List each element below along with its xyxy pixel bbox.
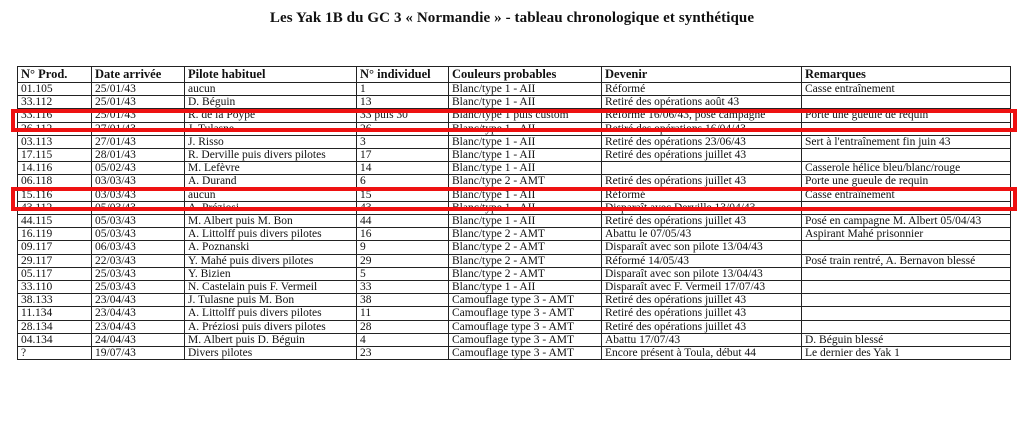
cell-col-number: 5 — [357, 267, 449, 280]
cell-col-date: 22/03/43 — [92, 254, 185, 267]
cell-col-pilot: Y. Bizien — [185, 267, 357, 280]
cell-col-colors: Blanc/type 2 - AMT — [449, 175, 602, 188]
cell-col-prod: 33.116 — [18, 109, 92, 122]
cell-col-number: 28 — [357, 320, 449, 333]
cell-col-pilot: aucun — [185, 83, 357, 96]
cell-col-prod: 43.112 — [18, 201, 92, 214]
cell-col-date: 03/03/43 — [92, 175, 185, 188]
cell-col-date: 23/04/43 — [92, 294, 185, 307]
header-row — [18, 67, 1011, 83]
cell-col-pilot: A. Littolff puis divers pilotes — [185, 228, 357, 241]
cell-col-fate: Disparaît avec son pilote 13/04/43 — [602, 267, 802, 280]
cell-col-date: 25/01/43 — [92, 109, 185, 122]
cell-col-pilot: M. Lefèvre — [185, 162, 357, 175]
table-row — [18, 347, 1011, 360]
cell-col-pilot: A. Littolff puis divers pilotes — [185, 307, 357, 320]
cell-col-remarks — [802, 320, 1011, 333]
cell-col-fate: Disparaît avec Derville 13/04/43 — [602, 201, 802, 214]
cell-col-fate: Retiré des opérations août 43 — [602, 96, 802, 109]
cell-col-remarks: Casse entraînement — [802, 83, 1011, 96]
table-header — [18, 67, 1011, 83]
table-row — [18, 109, 1011, 122]
cell-col-fate: Retiré des opérations juillet 43 — [602, 307, 802, 320]
cell-col-remarks: Posé en campagne M. Albert 05/04/43 — [802, 215, 1011, 228]
cell-col-fate: Encore présent à Toula, début 44 — [602, 347, 802, 360]
cell-col-date: 23/04/43 — [92, 307, 185, 320]
cell-col-date: 23/04/43 — [92, 320, 185, 333]
cell-col-prod: 44.115 — [18, 215, 92, 228]
cell-col-remarks: Le dernier des Yak 1 — [802, 347, 1011, 360]
table-row — [18, 122, 1011, 135]
cell-col-fate: Abattu le 07/05/43 — [602, 228, 802, 241]
cell-col-date: 25/03/43 — [92, 281, 185, 294]
cell-col-number: 23 — [357, 347, 449, 360]
cell-col-fate: Retiré des opérations juillet 43 — [602, 320, 802, 333]
cell-col-number: 14 — [357, 162, 449, 175]
table-row — [18, 241, 1011, 254]
cell-col-colors: Blanc/type 1 - AII — [449, 135, 602, 148]
cell-col-date: 25/03/43 — [92, 267, 185, 280]
table-row — [18, 320, 1011, 333]
cell-col-number: 6 — [357, 175, 449, 188]
cell-col-fate: Retiré des opérations juillet 43 — [602, 149, 802, 162]
cell-col-fate: Retiré des opérations juillet 43 — [602, 294, 802, 307]
cell-col-colors: Blanc/type 1 - AII — [449, 281, 602, 294]
cell-col-pilot: aucun — [185, 188, 357, 201]
cell-col-remarks: Casserole hélice bleu/blanc/rouge — [802, 162, 1011, 175]
cell-col-prod: 03.113 — [18, 135, 92, 148]
cell-col-colors: Camouflage type 3 - AMT — [449, 307, 602, 320]
cell-col-colors: Blanc/type 1 - AII — [449, 201, 602, 214]
table-row — [18, 281, 1011, 294]
cell-col-prod: 05.117 — [18, 267, 92, 280]
cell-col-pilot: R. de la Poype — [185, 109, 357, 122]
cell-col-colors: Blanc/type 1 - AII — [449, 96, 602, 109]
cell-col-fate: Retiré des opérations 16/04/43 — [602, 122, 802, 135]
cell-col-prod: 15.116 — [18, 188, 92, 201]
document-title: Les Yak 1B du GC 3 « Normandie » - tableau chronologique et synthétique — [269, 10, 755, 26]
cell-col-colors: Blanc/type 2 - AMT — [449, 241, 602, 254]
cell-col-number: 9 — [357, 241, 449, 254]
cell-col-colors: Blanc/type 1 - AII — [449, 215, 602, 228]
cell-col-date: 28/01/43 — [92, 149, 185, 162]
cell-col-date: 25/01/43 — [92, 83, 185, 96]
cell-col-number: 33 — [357, 281, 449, 294]
cell-col-colors: Blanc/type 1 - AII — [449, 149, 602, 162]
cell-col-number: 33 puis 30 — [357, 109, 449, 122]
cell-col-date: 05/02/43 — [92, 162, 185, 175]
table-row — [18, 135, 1011, 148]
cell-col-pilot: J. Tulasne puis M. Bon — [185, 294, 357, 307]
table-row — [18, 254, 1011, 267]
cell-col-date: 05/03/43 — [92, 215, 185, 228]
cell-col-remarks: Sert à l'entraînement fin juin 43 — [802, 135, 1011, 148]
cell-col-number: 15 — [357, 188, 449, 201]
cell-col-colors: Blanc/type 1 - AII — [449, 83, 602, 96]
cell-col-colors: Camouflage type 3 - AMT — [449, 333, 602, 346]
cell-col-fate: Réformé — [602, 83, 802, 96]
cell-col-pilot: J. Risso — [185, 135, 357, 148]
cell-col-remarks — [802, 241, 1011, 254]
cell-col-remarks — [802, 149, 1011, 162]
cell-col-pilot: M. Albert puis D. Béguin — [185, 333, 357, 346]
table-row — [18, 294, 1011, 307]
cell-col-date: 19/07/43 — [92, 347, 185, 360]
cell-col-number: 1 — [357, 83, 449, 96]
cell-col-pilot: A. Durand — [185, 175, 357, 188]
cell-col-number: 43 — [357, 201, 449, 214]
cell-col-colors: Blanc/type 2 - AMT — [449, 267, 602, 280]
cell-col-fate: Réformé 16/06/43, posé campagne — [602, 109, 802, 122]
table-row — [18, 201, 1011, 214]
cell-col-remarks — [802, 122, 1011, 135]
cell-col-remarks: Porte une gueule de requin — [802, 175, 1011, 188]
cell-col-number: 26 — [357, 122, 449, 135]
cell-col-remarks — [802, 307, 1011, 320]
cell-col-prod: 17.115 — [18, 149, 92, 162]
cell-col-prod: 14.116 — [18, 162, 92, 175]
cell-col-date: 25/01/43 — [92, 96, 185, 109]
cell-col-prod: 01.105 — [18, 83, 92, 96]
cell-col-date: 24/04/43 — [92, 333, 185, 346]
cell-col-number: 13 — [357, 96, 449, 109]
table-row — [18, 175, 1011, 188]
cell-col-number: 17 — [357, 149, 449, 162]
header-col-remarks: Remarques — [802, 67, 1011, 83]
cell-col-prod: 33.110 — [18, 281, 92, 294]
cell-col-prod: 09.117 — [18, 241, 92, 254]
cell-col-colors: Blanc/type 1 - AII — [449, 188, 602, 201]
cell-col-pilot: R. Derville puis divers pilotes — [185, 149, 357, 162]
cell-col-number: 44 — [357, 215, 449, 228]
cell-col-date: 05/03/43 — [92, 228, 185, 241]
table-body — [18, 83, 1011, 360]
cell-col-date: 27/01/43 — [92, 122, 185, 135]
table-row — [18, 215, 1011, 228]
cell-col-remarks — [802, 201, 1011, 214]
cell-col-date: 05/03/43 — [92, 201, 185, 214]
cell-col-number: 11 — [357, 307, 449, 320]
cell-col-prod: 16.119 — [18, 228, 92, 241]
cell-col-pilot: D. Béguin — [185, 96, 357, 109]
table-row — [18, 83, 1011, 96]
cell-col-number: 16 — [357, 228, 449, 241]
cell-col-fate: Abattu 17/07/43 — [602, 333, 802, 346]
cell-col-colors: Blanc/type 2 - AMT — [449, 254, 602, 267]
table-row — [18, 188, 1011, 201]
cell-col-prod: 29.117 — [18, 254, 92, 267]
header-col-fate: Devenir — [602, 67, 802, 83]
header-col-pilot: Pilote habituel — [185, 67, 357, 83]
cell-col-colors: Blanc/type 1 - AII — [449, 122, 602, 135]
cell-col-number: 4 — [357, 333, 449, 346]
cell-col-pilot: N. Castelain puis F. Vermeil — [185, 281, 357, 294]
cell-col-colors: Camouflage type 3 - AMT — [449, 294, 602, 307]
cell-col-date: 06/03/43 — [92, 241, 185, 254]
cell-col-number: 29 — [357, 254, 449, 267]
cell-col-fate: Disparaît avec F. Vermeil 17/07/43 — [602, 281, 802, 294]
aircraft-table — [17, 66, 1011, 360]
cell-col-prod: 26.112 — [18, 122, 92, 135]
cell-col-prod: 04.134 — [18, 333, 92, 346]
cell-col-prod: 38.133 — [18, 294, 92, 307]
cell-col-remarks — [802, 96, 1011, 109]
cell-col-remarks — [802, 267, 1011, 280]
cell-col-fate: Retiré des opérations juillet 43 — [602, 175, 802, 188]
table-row — [18, 149, 1011, 162]
cell-col-colors: Blanc/type 2 - AMT — [449, 228, 602, 241]
cell-col-pilot: A. Poznanski — [185, 241, 357, 254]
cell-col-remarks — [802, 281, 1011, 294]
cell-col-pilot: J. Tulasne — [185, 122, 357, 135]
cell-col-fate: Retiré des opérations juillet 43 — [602, 215, 802, 228]
table-row — [18, 333, 1011, 346]
cell-col-remarks: Posé train rentré, A. Bernavon blessé — [802, 254, 1011, 267]
table-row — [18, 162, 1011, 175]
cell-col-remarks: Casse entraînement — [802, 188, 1011, 201]
cell-col-fate — [602, 162, 802, 175]
cell-col-prod: ? — [18, 347, 92, 360]
cell-col-colors: Camouflage type 3 - AMT — [449, 320, 602, 333]
table-row — [18, 267, 1011, 280]
cell-col-colors: Blanc/type 1 - AII — [449, 162, 602, 175]
cell-col-fate: Réformé 14/05/43 — [602, 254, 802, 267]
header-col-number: N° individuel — [357, 67, 449, 83]
header-col-date: Date arrivée — [92, 67, 185, 83]
cell-col-pilot: M. Albert puis M. Bon — [185, 215, 357, 228]
cell-col-fate: Retiré des opérations 23/06/43 — [602, 135, 802, 148]
cell-col-prod: 06.118 — [18, 175, 92, 188]
cell-col-pilot: Y. Mahé puis divers pilotes — [185, 254, 357, 267]
header-col-colors: Couleurs probables — [449, 67, 602, 83]
cell-col-prod: 33.112 — [18, 96, 92, 109]
cell-col-remarks: Porte une gueule de requin — [802, 109, 1011, 122]
table-row — [18, 228, 1011, 241]
cell-col-colors: Blanc/type 1 puis custom — [449, 109, 602, 122]
cell-col-fate: Disparaît avec son pilote 13/04/43 — [602, 241, 802, 254]
cell-col-remarks: Aspirant Mahé prisonnier — [802, 228, 1011, 241]
cell-col-pilot: A. Préziosi puis divers pilotes — [185, 320, 357, 333]
cell-col-number: 38 — [357, 294, 449, 307]
cell-col-remarks: D. Béguin blessé — [802, 333, 1011, 346]
cell-col-colors: Camouflage type 3 - AMT — [449, 347, 602, 360]
cell-col-number: 3 — [357, 135, 449, 148]
table-row — [18, 96, 1011, 109]
header-col-prod: N° Prod. — [18, 67, 92, 83]
table-row — [18, 307, 1011, 320]
cell-col-pilot: Divers pilotes — [185, 347, 357, 360]
cell-col-prod: 28.134 — [18, 320, 92, 333]
cell-col-fate: Réformé — [602, 188, 802, 201]
cell-col-remarks — [802, 294, 1011, 307]
cell-col-date: 27/01/43 — [92, 135, 185, 148]
cell-col-prod: 11.134 — [18, 307, 92, 320]
cell-col-date: 03/03/43 — [92, 188, 185, 201]
cell-col-pilot: A. Préziosi — [185, 201, 357, 214]
